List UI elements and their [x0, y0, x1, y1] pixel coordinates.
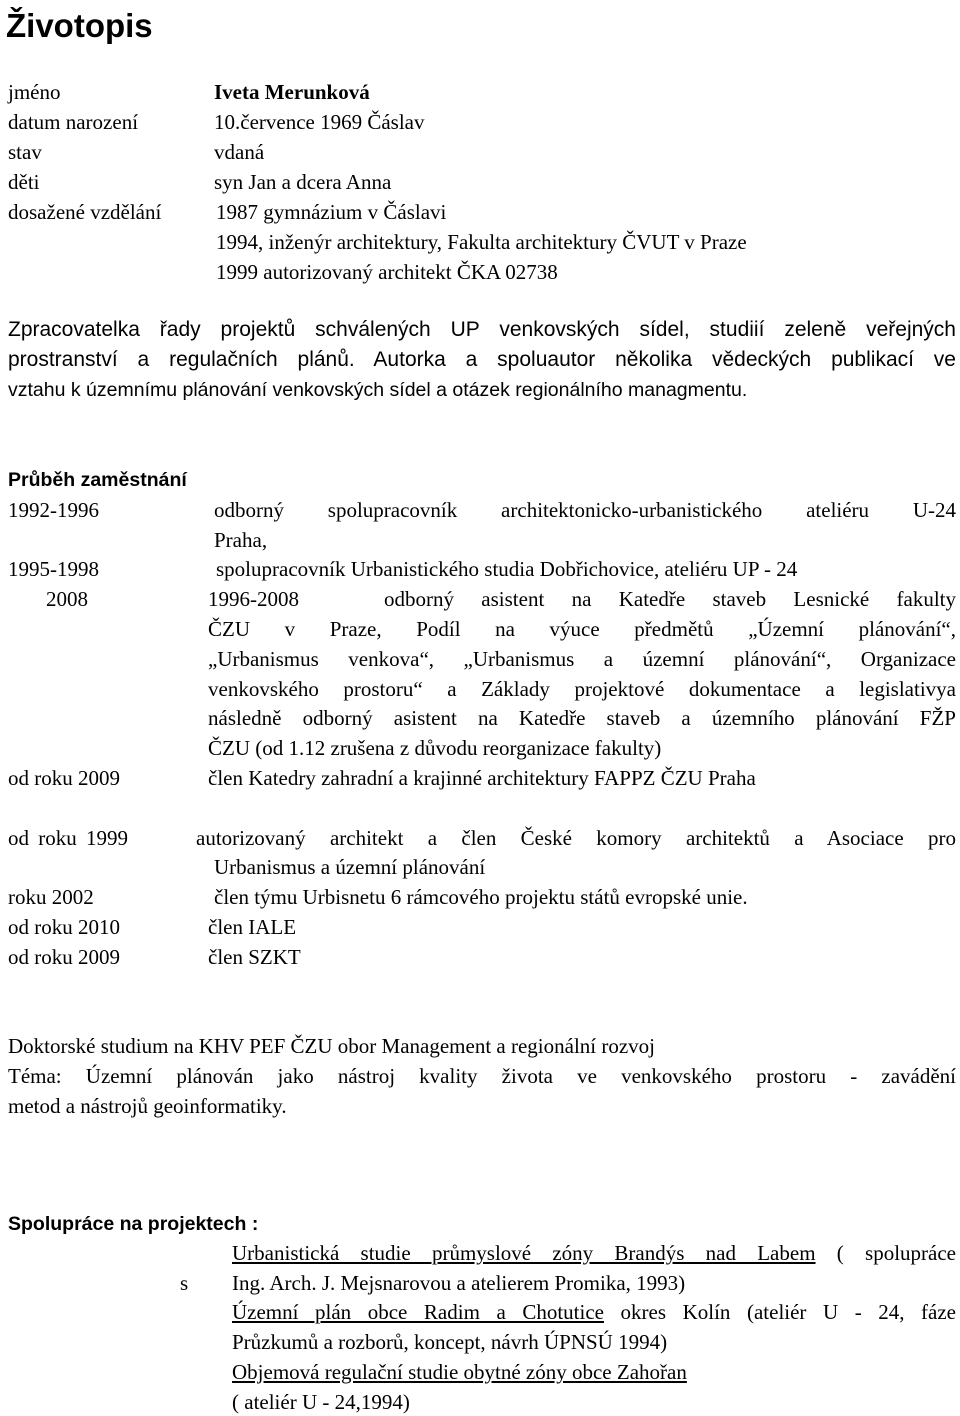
project-text: Průzkumů a rozborů, koncept, návrh ÚPNSÚ 1994)	[232, 1330, 668, 1354]
membership-text: člen IALE	[208, 915, 297, 939]
project-item	[232, 1300, 956, 1324]
doctoral-line: metod a nástrojů geoinformatiky.	[8, 1094, 287, 1118]
membership-text: Urbanismus a územní plánování	[214, 855, 486, 879]
education-item: 1987 gymnázium v Čáslavi	[216, 200, 447, 224]
summary-line: Zpracovatelka řady projektů schválených UP venkovských sídel, studiií zeleně veřejných	[8, 318, 956, 341]
employment-years: 1995-1998	[8, 557, 99, 581]
membership-years: od roku 2009	[8, 945, 120, 969]
project-prefix: s	[180, 1271, 189, 1295]
project-title: Objemová regulační studie obytné zóny obce Zahořan	[232, 1360, 687, 1384]
name-label: jméno	[8, 80, 61, 104]
education-label: dosažené vzdělání	[8, 200, 162, 224]
education-item: 1994, inženýr architektury, Fakulta architektury ČVUT v Praze	[216, 230, 747, 254]
membership-years: roku 2002	[8, 885, 94, 909]
projects-heading: Spolupráce na projektech :	[8, 1213, 259, 1235]
project-title: Urbanistická studie průmyslové zóny Brandýs nad Labem	[232, 1241, 816, 1265]
doctoral-line: Doktorské studium na KHV PEF ČZU obor Management a regionální rozvoj	[8, 1034, 656, 1058]
page-title: Životopis	[6, 7, 153, 44]
membership-text: člen SZKT	[208, 945, 301, 969]
project-text: okres Kolín (ateliér U - 24, fáze	[604, 1300, 956, 1324]
project-title: Územní plán obce Radim a Chotutice	[232, 1300, 604, 1324]
employment-text: ČZU (od 1.12 zrušena z důvodu reorganizace fakulty)	[208, 736, 662, 760]
birth-label: datum narození	[8, 110, 139, 134]
employment-heading: Průběh zaměstnání	[8, 469, 187, 491]
summary-line: vztahu k územnímu plánování venkovských sídel a otázek regionálního managmentu.	[8, 379, 748, 401]
employment-text: „Urbanismus venkova“, „Urbanismus a územní plánování“, Organizace	[208, 647, 956, 671]
membership-text: autorizovaný architekt a člen České komory architektů a Asociace pro	[196, 826, 956, 850]
employment-text: následně odborný asistent na Katedře staveb a územního plánování FŽP	[208, 706, 956, 730]
employment-years: od roku 2009	[8, 766, 120, 790]
summary-line: prostranství a regulačních plánů. Autorka a spoluautor několika vědeckých publikací ve	[8, 348, 956, 371]
children-label: děti	[8, 170, 40, 194]
employment-text: člen Katedry zahradní a krajinné architektury FAPPZ ČZU Praha	[208, 766, 756, 790]
project-item	[232, 1241, 956, 1265]
project-text: ( ateliér U - 24,1994)	[232, 1390, 410, 1414]
name-value: Iveta Merunková	[214, 80, 370, 104]
employment-text: odborný spolupracovník architektonicko-urbanistického ateliéru U-24	[214, 498, 956, 522]
membership-years: od roku 2010	[8, 915, 120, 939]
membership-text: člen týmu Urbisnetu 6 rámcového projektu států evropské unie.	[214, 885, 748, 909]
status-value: vdaná	[214, 140, 265, 164]
membership-years: od roku 1999	[8, 826, 128, 850]
status-label: stav	[8, 140, 42, 164]
project-item	[232, 1360, 687, 1384]
employment-text: Praha,	[214, 528, 268, 552]
education-item: 1999 autorizovaný architekt ČKA 02738	[216, 260, 558, 284]
employment-text: spolupracovník Urbanistického studia Dobřichovice, ateliéru UP - 24	[216, 557, 798, 581]
employment-subyears: 1996-2008	[208, 587, 299, 611]
project-text: Ing. Arch. J. Mejsnarovou a atelierem Promika, 1993)	[232, 1271, 686, 1295]
birth-value: 10.července 1969 Čáslav	[214, 110, 425, 134]
doctoral-line: Téma: Územní plánován jako nástroj kvality života ve venkovského prostoru - zavádění	[8, 1064, 956, 1088]
employment-years: 2008	[46, 587, 88, 611]
employment-text: venkovského prostoru“ a Základy projektové dokumentace a legislativya	[208, 677, 956, 701]
employment-text: odborný asistent na Katedře staveb Lesnické fakulty	[384, 587, 956, 611]
employment-text: ČZU v Praze, Podíl na výuce předmětů „Územní plánování“,	[208, 617, 956, 641]
children-value: syn Jan a dcera Anna	[214, 170, 392, 194]
employment-years: 1992-1996	[8, 498, 99, 522]
project-text: ( spolupráce	[815, 1241, 956, 1265]
